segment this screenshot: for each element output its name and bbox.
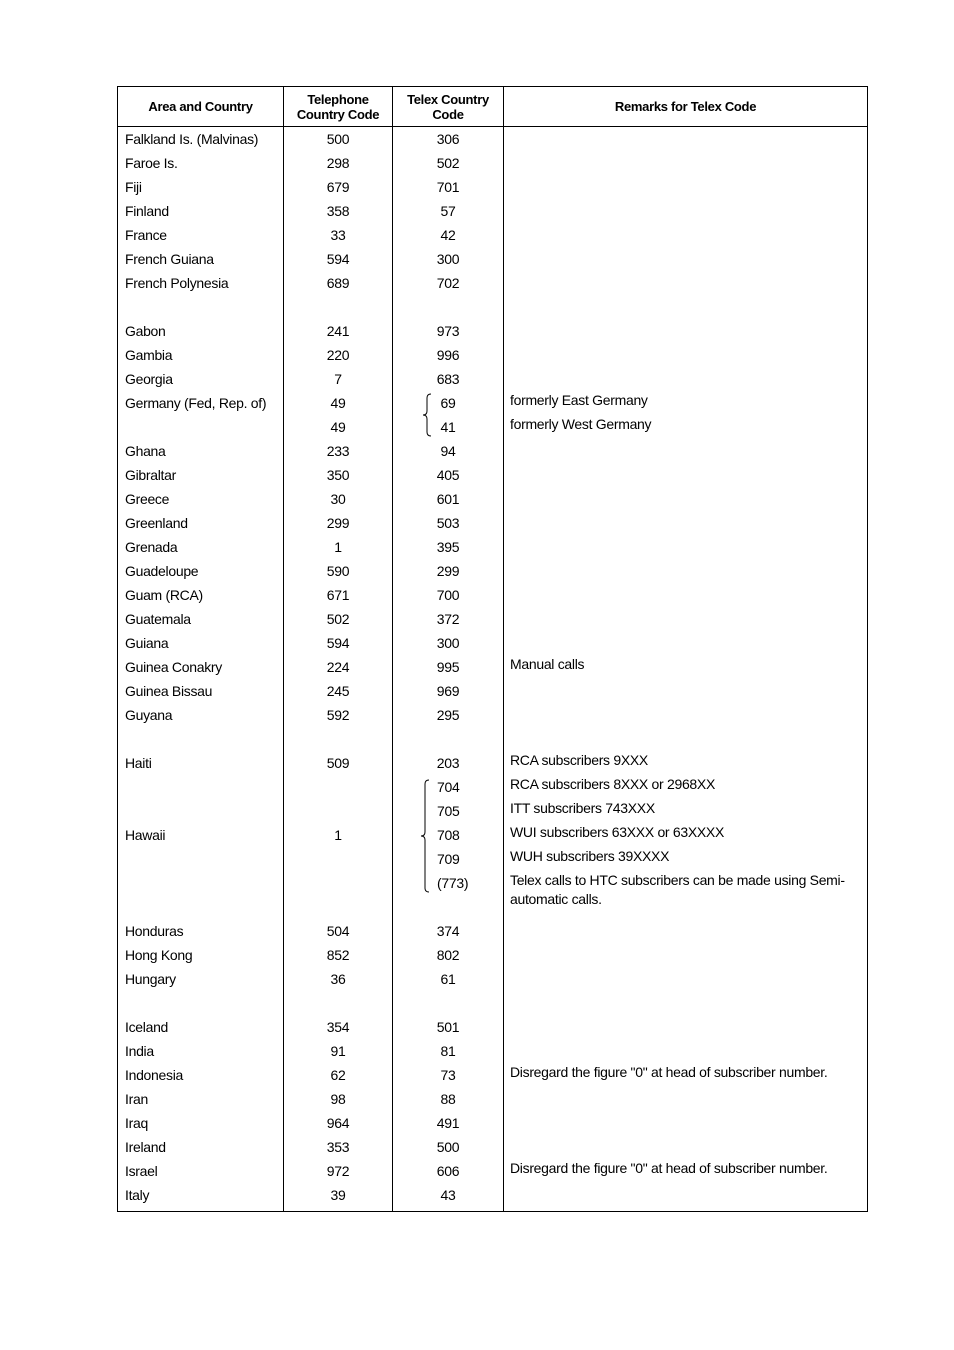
telex-code-cell: 57: [440, 203, 456, 219]
telex-code-cell: 996: [436, 347, 460, 363]
telex-code-cell: [393, 295, 503, 319]
remark-cell: [504, 1036, 867, 1063]
telephone-code-cell: [284, 847, 392, 871]
country-name-cell: Ireland: [125, 1139, 166, 1155]
remark-cell: [504, 340, 867, 367]
country-name-cell: Guam (RCA): [125, 587, 203, 603]
telephone-code-cell: 299: [326, 515, 350, 531]
remark-cell: [504, 316, 867, 343]
country-name-cell: Guinea Conakry: [125, 659, 222, 675]
remark-cell: Disregard the figure "0" at head of subscriber number.: [510, 1160, 828, 1176]
remark-cell: formerly East Germany: [510, 392, 648, 408]
telephone-code-cell: 224: [326, 659, 350, 675]
country-name-cell: Georgia: [125, 371, 173, 387]
telephone-code-cell: [284, 295, 392, 319]
remark-cell: [504, 148, 867, 175]
country-name-cell: Guadeloupe: [125, 563, 199, 579]
country-name-cell: [118, 799, 283, 823]
header-telex-code: Telex Country Code: [393, 87, 504, 126]
telephone-code-cell: [284, 775, 392, 799]
telephone-code-cell: 49: [330, 419, 346, 435]
telex-code-cell: 43: [440, 1187, 456, 1203]
telephone-code-cell: 592: [326, 707, 350, 723]
remark-cell: [504, 508, 867, 535]
telex-code-cell: 395: [436, 539, 460, 555]
telephone-code-cell: 30: [330, 491, 346, 507]
telex-code-cell: 700: [436, 587, 460, 603]
telephone-code-cell: 91: [330, 1043, 346, 1059]
country-name-cell: [118, 775, 283, 799]
telex-code-cell: 502: [436, 155, 460, 171]
column-remarks: [504, 127, 867, 1211]
telex-code-cell: 372: [436, 611, 460, 627]
country-name-cell: [118, 847, 283, 871]
remark-cell: [504, 676, 867, 703]
telephone-code-cell: [284, 991, 392, 1015]
country-name-cell: Iran: [125, 1091, 148, 1107]
column-area-country: [118, 127, 284, 1211]
country-name-cell: Italy: [125, 1187, 150, 1203]
telephone-code-cell: [284, 727, 392, 751]
telephone-code-cell: 350: [326, 467, 350, 483]
country-name-cell: Finland: [125, 203, 169, 219]
country-name-cell: Germany (Fed, Rep. of): [125, 395, 267, 411]
telex-code-cell: 601: [436, 491, 460, 507]
telephone-code-cell: 964: [326, 1115, 350, 1131]
country-name-cell: [118, 871, 283, 895]
telex-code-cell: 491: [436, 1115, 460, 1131]
remark-cell: Disregard the figure "0" at head of subscriber number.: [510, 1064, 828, 1080]
column-telephone-code: [284, 127, 393, 1211]
telephone-code-cell: 98: [330, 1091, 346, 1107]
country-name-cell: Greenland: [125, 515, 188, 531]
remark-cell: [504, 580, 867, 607]
telephone-code-cell: 7: [334, 371, 342, 387]
telephone-code-cell: 353: [326, 1139, 350, 1155]
header-area-country: Area and Country: [118, 87, 284, 126]
country-name-cell: Haiti: [125, 755, 152, 771]
telephone-code-cell: 62: [330, 1067, 346, 1083]
remark-cell: WUH subscribers 39XXXX: [510, 848, 670, 864]
telephone-code-cell: 233: [326, 443, 350, 459]
telephone-code-cell: 1: [334, 827, 342, 843]
country-name-cell: Hawaii: [125, 827, 166, 843]
telex-code-cell: 300: [436, 251, 460, 267]
telex-code-cell: 69: [440, 395, 456, 411]
country-name-cell: Indonesia: [125, 1067, 184, 1083]
telephone-code-cell: 852: [326, 947, 350, 963]
country-name-cell: Falkland Is. (Malvinas): [125, 131, 259, 147]
telephone-code-cell: 1: [334, 539, 342, 555]
telephone-code-cell: 972: [326, 1163, 350, 1179]
telex-code-cell: 299: [436, 563, 460, 579]
telephone-code-cell: 39: [330, 1187, 346, 1203]
country-name-cell: Guiana: [125, 635, 169, 651]
remark-cell: [504, 1132, 867, 1159]
telephone-code-cell: [284, 871, 392, 895]
telex-code-cell: 306: [436, 131, 460, 147]
country-name-cell: Iraq: [125, 1115, 148, 1131]
telex-code-cell: 704: [437, 779, 460, 795]
country-name-cell: French Polynesia: [125, 275, 229, 291]
header-telephone-code: Telephone Country Code: [284, 87, 393, 126]
telex-code-cell: 606: [436, 1163, 460, 1179]
remark-cell: RCA subscribers 9XXX: [510, 752, 648, 768]
remark-cell: Telex calls to HTC subscribers can be made using Semi-automatic calls.: [510, 872, 845, 907]
country-name-cell: Ghana: [125, 443, 166, 459]
telephone-code-cell: 689: [326, 275, 350, 291]
country-name-cell: French Guiana: [125, 251, 214, 267]
country-name-cell: Gambia: [125, 347, 173, 363]
telex-code-cell: 500: [436, 1139, 460, 1155]
country-name-cell: Hong Kong: [125, 947, 193, 963]
remark-cell: [504, 364, 867, 391]
telex-code-cell: 374: [436, 923, 460, 939]
table-header-row: [118, 87, 867, 127]
telex-code-cell: 503: [436, 515, 460, 531]
remark-cell: [504, 628, 867, 655]
telephone-code-cell: 298: [326, 155, 350, 171]
telephone-code-cell: 594: [326, 251, 350, 267]
remark-cell: [504, 172, 867, 199]
telephone-code-cell: 500: [326, 131, 350, 147]
country-name-cell: Guinea Bissau: [125, 683, 213, 699]
remark-cell: [504, 940, 867, 967]
remark-cell: [504, 436, 867, 463]
telephone-code-cell: 245: [326, 683, 350, 699]
telex-code-cell: 702: [436, 275, 460, 291]
remark-cell: formerly West Germany: [510, 416, 652, 432]
telephone-code-cell: 594: [326, 635, 350, 651]
remark-cell: [504, 292, 867, 319]
hawaii-brace: [419, 779, 433, 893]
country-name-cell: Israel: [125, 1163, 158, 1179]
remark-cell: [504, 460, 867, 487]
telex-code-cell: 973: [436, 323, 460, 339]
remark-cell: [504, 700, 867, 727]
country-name-cell: Faroe Is.: [125, 155, 178, 171]
remark-cell: [504, 220, 867, 247]
remark-cell: [504, 196, 867, 223]
telex-code-cell: (773): [437, 875, 469, 891]
telephone-code-cell: 220: [326, 347, 350, 363]
telephone-code-cell: 590: [326, 563, 350, 579]
country-name-cell: France: [125, 227, 167, 243]
telex-code-cell: 94: [440, 443, 456, 459]
remark-cell: [504, 556, 867, 583]
remark-cell: [504, 268, 867, 295]
header-remarks: Remarks for Telex Code: [614, 99, 757, 114]
telex-code-cell: 969: [436, 683, 460, 699]
remark-cell: [504, 604, 867, 631]
telephone-code-cell: 33: [330, 227, 346, 243]
telex-code-cell: 705: [437, 803, 460, 819]
remark-cell: [504, 724, 867, 751]
country-name-cell: [118, 415, 283, 439]
country-name-cell: [118, 727, 283, 751]
telephone-code-cell: 504: [326, 923, 350, 939]
country-name-cell: Honduras: [125, 923, 184, 939]
remark-cell: [504, 1108, 867, 1135]
remark-cell: [504, 484, 867, 511]
telex-code-cell: 42: [440, 227, 456, 243]
telephone-code-cell: 509: [326, 755, 350, 771]
remark-cell: [504, 532, 867, 559]
telephone-code-cell: 354: [326, 1019, 350, 1035]
country-name-cell: [118, 295, 283, 319]
country-name-cell: India: [125, 1043, 154, 1059]
telex-code-cell: 41: [440, 419, 456, 435]
country-name-cell: Iceland: [125, 1019, 169, 1035]
telephone-code-cell: 358: [326, 203, 350, 219]
germany-brace: [421, 393, 435, 437]
telephone-code-cell: 49: [330, 395, 346, 411]
remark-cell: [504, 988, 867, 1015]
telex-code-cell: [393, 991, 503, 1015]
telephone-code-cell: 36: [330, 971, 346, 987]
telex-code-cell: [393, 727, 503, 751]
country-name-cell: Fiji: [125, 179, 142, 195]
telex-code-table: [117, 86, 868, 1212]
column-telex-code: [393, 127, 504, 1211]
telex-code-cell: 995: [436, 659, 460, 675]
country-name-cell: Gabon: [125, 323, 166, 339]
remark-cell: [504, 1084, 867, 1111]
country-name-cell: [118, 991, 283, 1015]
country-name-cell: Grenada: [125, 539, 178, 555]
country-name-cell: Hungary: [125, 971, 176, 987]
remark-cell: WUI subscribers 63XXX or 63XXXX: [510, 824, 725, 840]
telephone-code-cell: 679: [326, 179, 350, 195]
telex-code-cell: 81: [440, 1043, 456, 1059]
telex-code-cell: 73: [440, 1067, 456, 1083]
country-name-cell: Guatemala: [125, 611, 191, 627]
telex-code-cell: 203: [436, 755, 460, 771]
remark-cell: [504, 916, 867, 943]
remark-cell: Manual calls: [510, 656, 585, 672]
remark-cell: [504, 124, 867, 151]
telephone-code-cell: [284, 799, 392, 823]
telex-code-cell: 708: [437, 827, 460, 843]
country-name-cell: Gibraltar: [125, 467, 176, 483]
remark-cell: [504, 244, 867, 271]
telex-code-cell: 405: [436, 467, 460, 483]
telex-code-cell: 295: [436, 707, 460, 723]
telephone-code-cell: 502: [326, 611, 350, 627]
table-body: [118, 127, 867, 1211]
telex-code-cell: 61: [440, 971, 456, 987]
telex-code-cell: 683: [436, 371, 460, 387]
remark-cell: [504, 1012, 867, 1039]
remark-cell: [504, 964, 867, 991]
telex-code-cell: 701: [436, 179, 460, 195]
remark-cell: ITT subscribers 743XXX: [510, 800, 655, 816]
remark-cell: RCA subscribers 8XXX or 2968XX: [510, 776, 715, 792]
telex-code-cell: 501: [436, 1019, 460, 1035]
telex-code-cell: 300: [436, 635, 460, 651]
telex-code-cell: 709: [437, 851, 460, 867]
telex-code-cell: 802: [436, 947, 460, 963]
telex-code-cell: 88: [440, 1091, 456, 1107]
remark-cell: [504, 1180, 867, 1207]
country-name-cell: Greece: [125, 491, 170, 507]
telephone-code-cell: 671: [326, 587, 350, 603]
telephone-code-cell: 241: [326, 323, 350, 339]
country-name-cell: Guyana: [125, 707, 173, 723]
